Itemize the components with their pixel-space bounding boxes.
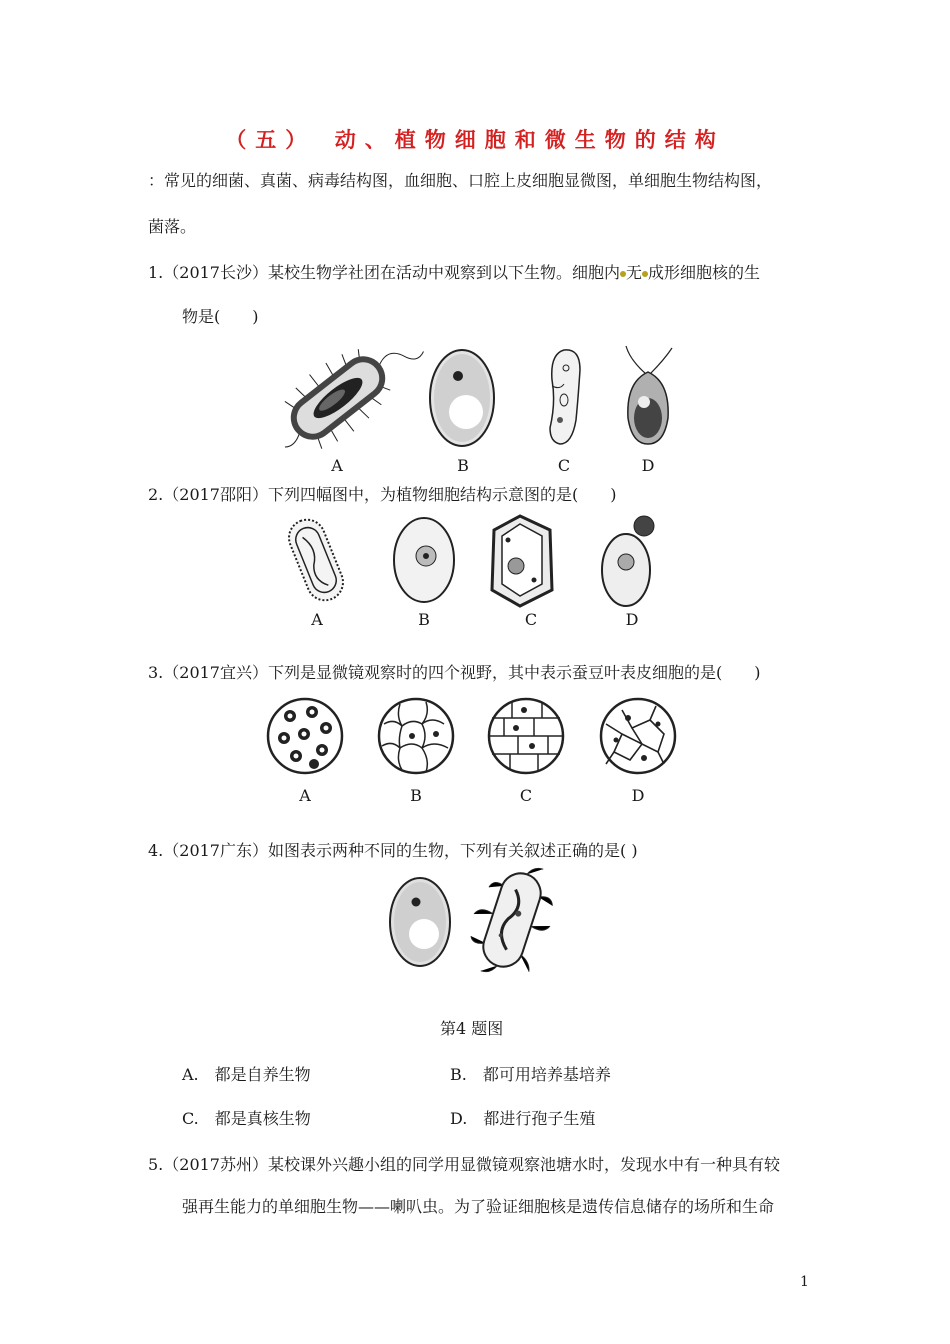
q5-line-2: 强再生能力的单细胞生物——喇叭虫。为了验证细胞核是遗传信息储存的场所和生命: [182, 1197, 775, 1216]
q1-label-c: C: [557, 456, 571, 475]
q3-label-c: C: [519, 786, 533, 805]
q4-figure: [380, 866, 560, 976]
q4-option-c-text: 都是真核生物: [214, 1109, 311, 1128]
intro-line-1: ：常见的细菌、真菌、病毒结构图，血细胞、口腔上皮细胞显微图，单细胞生物结构图，: [148, 171, 773, 190]
q4-option-d-text: 都进行孢子生殖: [483, 1109, 596, 1128]
q1-line-1: [148, 262, 760, 284]
q2-text: 2.（2017邵阳）下列四幅图中，为植物细胞结构示意图的是( ): [148, 485, 617, 504]
q4-yeast-cell: [390, 878, 450, 966]
q1-line-1c: 成形细胞核的生: [648, 263, 761, 282]
q4-option-d-letter: D.: [450, 1109, 468, 1128]
q2-label-a: A: [311, 610, 323, 629]
q1-chlamydomonas-d: [626, 346, 672, 444]
q2-yeast-d: [602, 516, 654, 606]
q2-label-b: B: [418, 610, 430, 629]
q1-line-1a: 1.（2017长沙）某校生物学社团在活动中观察到以下生物。细胞内: [148, 263, 620, 282]
q4-text: 4.（2017广东）如图表示两种不同的生物，下列有关叙述正确的是( ): [148, 841, 638, 860]
q3-view-a-blood: [268, 699, 342, 773]
q1-label-d: D: [641, 456, 655, 475]
q4-option-c[interactable]: [182, 1108, 311, 1130]
q1-yeast-b: [430, 350, 494, 446]
q4-option-c-letter: C.: [182, 1109, 199, 1128]
q1-label-b: B: [457, 456, 469, 475]
page-title: （五） 动、植物细胞和微生物的结构: [225, 128, 725, 152]
q1-line-2: 物是( ): [182, 307, 259, 326]
q4-option-b[interactable]: [450, 1064, 611, 1086]
q2-figure: [280, 510, 660, 610]
q4-option-b-text: 都可用培养基培养: [482, 1065, 611, 1084]
q2-bacterium-a: [284, 514, 349, 605]
q1-line-1b: 无: [626, 263, 643, 282]
q3-text: 3.（2017宜兴）下列是显微镜观察时的四个视野，其中表示蚕豆叶表皮细胞的是( ): [148, 663, 761, 682]
q2-label-c: C: [524, 610, 538, 629]
q4-option-b-letter: B.: [450, 1065, 467, 1084]
q3-view-d-other: [601, 699, 675, 773]
q5-line-1: 5.（2017苏州）某校课外兴趣小组的同学用显微镜观察池塘水时，发现水中有一种具有较: [148, 1155, 780, 1174]
intro-line-2: 菌落。: [148, 217, 197, 236]
q2-animal-cell-b: [394, 518, 454, 602]
page-number: 1: [800, 1274, 809, 1290]
q1-paramecium-c: [550, 350, 580, 444]
q2-plant-cell-c: [492, 516, 552, 606]
q4-option-a-text: 都是自养生物: [214, 1065, 311, 1084]
q3-label-b: B: [410, 786, 422, 805]
q3-label-d: D: [631, 786, 645, 805]
q3-view-c-onion: [489, 699, 563, 773]
q1-figure: [280, 340, 680, 455]
q4-bacterium-cell: [458, 866, 560, 976]
q2-label-d: D: [625, 610, 639, 629]
q1-bacterium-a: [280, 340, 436, 455]
q4-option-a-letter: A.: [182, 1065, 199, 1084]
q3-label-a: A: [299, 786, 311, 805]
q3-figure: [266, 694, 686, 780]
q4-caption: 第4 题图: [440, 1019, 504, 1038]
q1-label-a: A: [331, 456, 343, 475]
q4-option-a[interactable]: [182, 1064, 311, 1086]
q3-view-b-epidermis: [379, 699, 453, 773]
q4-option-d[interactable]: [450, 1108, 595, 1130]
